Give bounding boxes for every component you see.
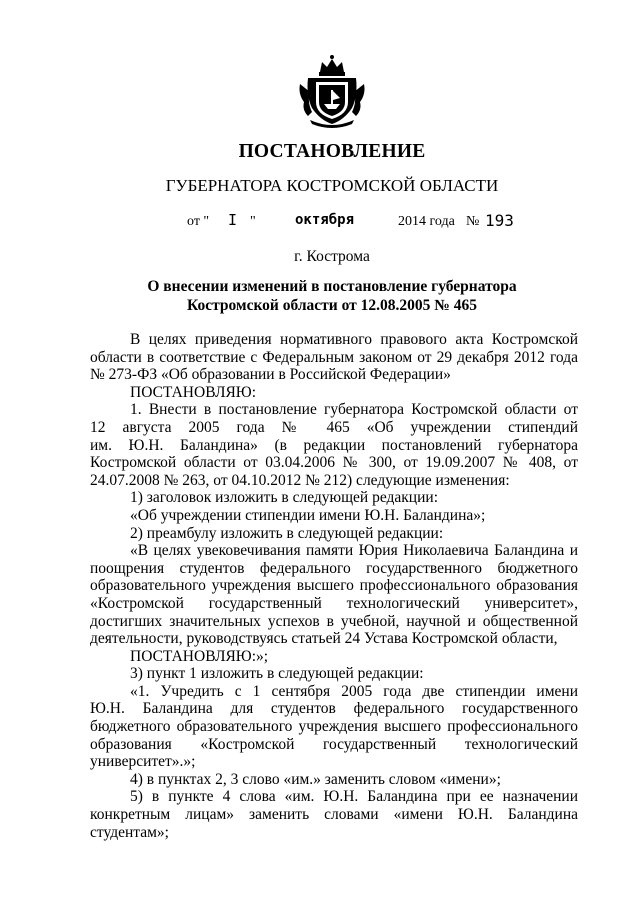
date-month: октября (295, 212, 355, 228)
body-line: области в соответствие с Федеральным законом от 29 декабря 2012 года (90, 348, 578, 366)
body-line: им. Ю.Н. Баландина» (в редакции постановлений губернатора (90, 436, 578, 454)
date-year: 2014 года (398, 214, 455, 229)
body-line: В целях приведения нормативного правового акта Костромской (130, 331, 578, 348)
body-line: № 273-ФЗ «Об образовании в Российской Федерации» (90, 366, 451, 384)
body-line: ПОСТАНОВЛЯЮ: (130, 383, 257, 401)
body-line: 12 августа 2005 года № 465 «Об учреждении стипендий (90, 418, 578, 436)
heading-line-2: Костромской области от 12.08.2005 № 465 (187, 297, 477, 314)
body-line: «Костромской государственный технологический университет», (90, 594, 578, 612)
body-line: «Об учреждении стипендии имени Ю.Н. Баландина»; (130, 506, 486, 524)
body-line: 2) преамбулу изложить в следующей редакции: (130, 524, 444, 542)
body-line: бюджетного образовательного учреждения высшего профессионального (90, 718, 578, 736)
body-line: 1) заголовок изложить в следующей редакции: (130, 489, 438, 507)
date-quote: " (250, 214, 256, 229)
body-line: конкретным лицам» заменить словами «имени Ю.Н. Баландина (90, 806, 578, 824)
body-line: Ю.Н. Баландина для студентов федерального государственного (90, 700, 578, 718)
body-line: деятельности, руководствуясь статьей 24 Устава Костромской области, (90, 630, 558, 648)
body-line: 1. Внести в постановление губернатора Костромской области от (130, 401, 578, 419)
body-line: «1. Учредить с 1 сентября 2005 года две стипендии имени (130, 682, 578, 700)
body-line: образования «Костромской государственный технологический (90, 735, 578, 753)
document-title: ПОСТАНОВЛЕНИЕ (238, 141, 426, 162)
body-line: образовательного учреждения высшего профессионального образования (90, 577, 578, 595)
issuer-subtitle: ГУБЕРНАТОРА КОСТРОМСКОЙ ОБЛАСТИ (165, 176, 499, 195)
heading-line-1: О внесении изменений в постановление губернатора (147, 278, 517, 295)
body-line: студентам»; (90, 823, 169, 841)
coat-of-arms-icon (296, 54, 368, 128)
body-line: Костромской области от 03.04.2006 № 300, от 19.09.2007 № 408, от (90, 454, 578, 472)
body-line: университет».»; (90, 753, 196, 771)
body-line: 24.07.2008 № 263, от 04.10.2012 № 212) следующие изменения: (90, 471, 510, 489)
body-line: ПОСТАНОВЛЯЮ:»; (130, 647, 269, 665)
body-line: 4) в пунктах 2, 3 слово «им.» заменить словом «имени»; (130, 770, 501, 788)
body-line: 3) пункт 1 изложить в следующей редакции: (130, 665, 424, 683)
body-line: 5) в пункте 4 слова «им. Ю.Н. Баландина при ее назначении (130, 788, 578, 806)
document-body (90, 331, 578, 841)
body-line: «В целях увековечивания памяти Юрия Николаевича Баландина и (130, 542, 578, 560)
number-sign: № (466, 214, 480, 229)
date-prefix: от " (187, 214, 210, 229)
date-day: I (228, 211, 238, 229)
city-line: г. Кострома (294, 248, 370, 265)
document-heading (0, 277, 640, 315)
body-line: поощрения студентов федерального государственного бюджетного (90, 559, 578, 577)
body-line: достигших значительных успехов в учебной, научной и общественной (90, 612, 578, 630)
document-number: 193 (485, 211, 514, 230)
